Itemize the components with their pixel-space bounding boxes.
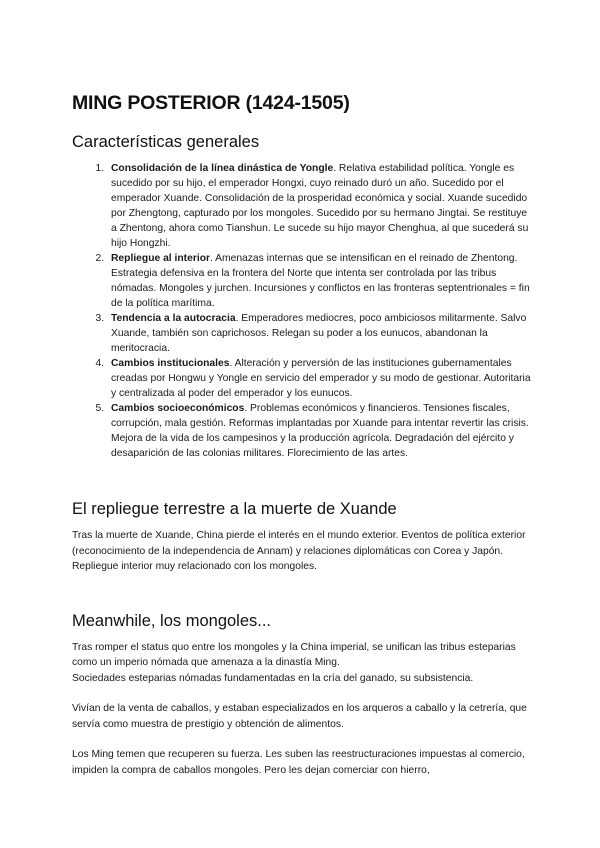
section-repliegue [72,500,532,575]
list-item-term: Cambios socioeconómicos [111,403,245,414]
section-heading-mongoles: Meanwhile, los mongoles... [72,611,272,630]
list-item [107,401,532,461]
list-item-text: . Alteración y perversión de las instituciones gubernamentales creadas por Hongwu y Yongle en servicio del emperador y su modo de gestionar. Autoritaria y centralizada al poder del emperador y los eunucos. [111,358,531,399]
section-heading-caracteristicas: Características generales [72,133,260,151]
list-item-term: Consolidación de la línea dinástica de Yongle [111,163,334,174]
list-item [107,251,532,311]
paragraph: Vivían de la venta de caballos, y estaban especializados en los arqueros a caballo y la cetrería, que servía como muestra de prestigio y obtención de alimentos. [72,703,527,730]
document-title: MING POSTERIOR (1424-1505) [72,92,350,114]
list-item-text: . Relativa estabilidad política. Yongle es sucedido por su hijo, el emperador Hongxi, cuyo reinado duró un año. Sucedido por el emperador Xuande. Consolidación de la prosperidad económica y social. Xuande sucedido por Zhengtong, capturado por los mongoles. Sucedido por su hermano Jingtai. Se restituye a Zhentong, ahora como Tianshun. Le sucede su hijo mayor Chenghua, al que sucederá su hijo Hongzhi. [111,163,529,249]
list-item-text: . Amenazas internas que se intensifican en el reinado de Zhentong. Estrategia defensiva en la frontera del Norte que intenta ser controlada por las tribus nómadas. Mongoles y jurchen. Incursiones y conflictos en las fronteras septentrionales = fin de la política marítima. [111,253,530,309]
section-heading-repliegue: El repliegue terrestre a la muerte de Xuande [72,500,397,518]
section-mongoles [72,612,532,779]
list-item [107,311,532,356]
list-item-term: Cambios institucionales [111,358,230,369]
list-item-term: Repliegue al interior [111,253,210,264]
list-item [107,356,532,401]
paragraph: Tras romper el status quo entre los mongoles y la China imperial, se unifican las tribus esteparias como un imperio nómada que amenaza a la dinastía Ming. [72,641,516,668]
characteristics-list [72,161,532,461]
list-item [107,161,532,251]
list-item-term: Tendencia a la autocracia [111,313,236,324]
paragraph: Los Ming temen que recuperen su fuerza. Les suben las reestructuraciones impuestas al comercio, impiden la compra de caballos mongoles. Pero les dejan comerciar con hierro, [72,749,525,776]
list-item-text: . Emperadores mediocres, poco ambiciosos militarmente. Salvo Xuande, también son caprichosos. Relegan su poder a los eunucos, abandonan la meritocracia. [111,313,527,354]
paragraph: Sociedades esteparias nómadas fundamentadas en la cría del ganado, su subsistencia. [72,672,474,684]
paragraph: Tras la muerte de Xuande, China pierde el interés en el mundo exterior. Eventos de política exterior (reconocimiento de la independencia de Annam) y relaciones diplomáticas con Corea y Japón. Repliegue interior muy relacionado con los mongoles. [72,530,526,572]
document-page [72,92,532,778]
list-item-text: . Problemas económicos y financieros. Tensiones fiscales, corrupción, mala gestión. Reformas implantadas por Xuande para intentar revertir las crisis. Mejora de la vida de los campesinos y la producción agrícola. Degradación del ejército y desaparición de las colonias militares. Florecimiento de las artes. [111,403,529,459]
